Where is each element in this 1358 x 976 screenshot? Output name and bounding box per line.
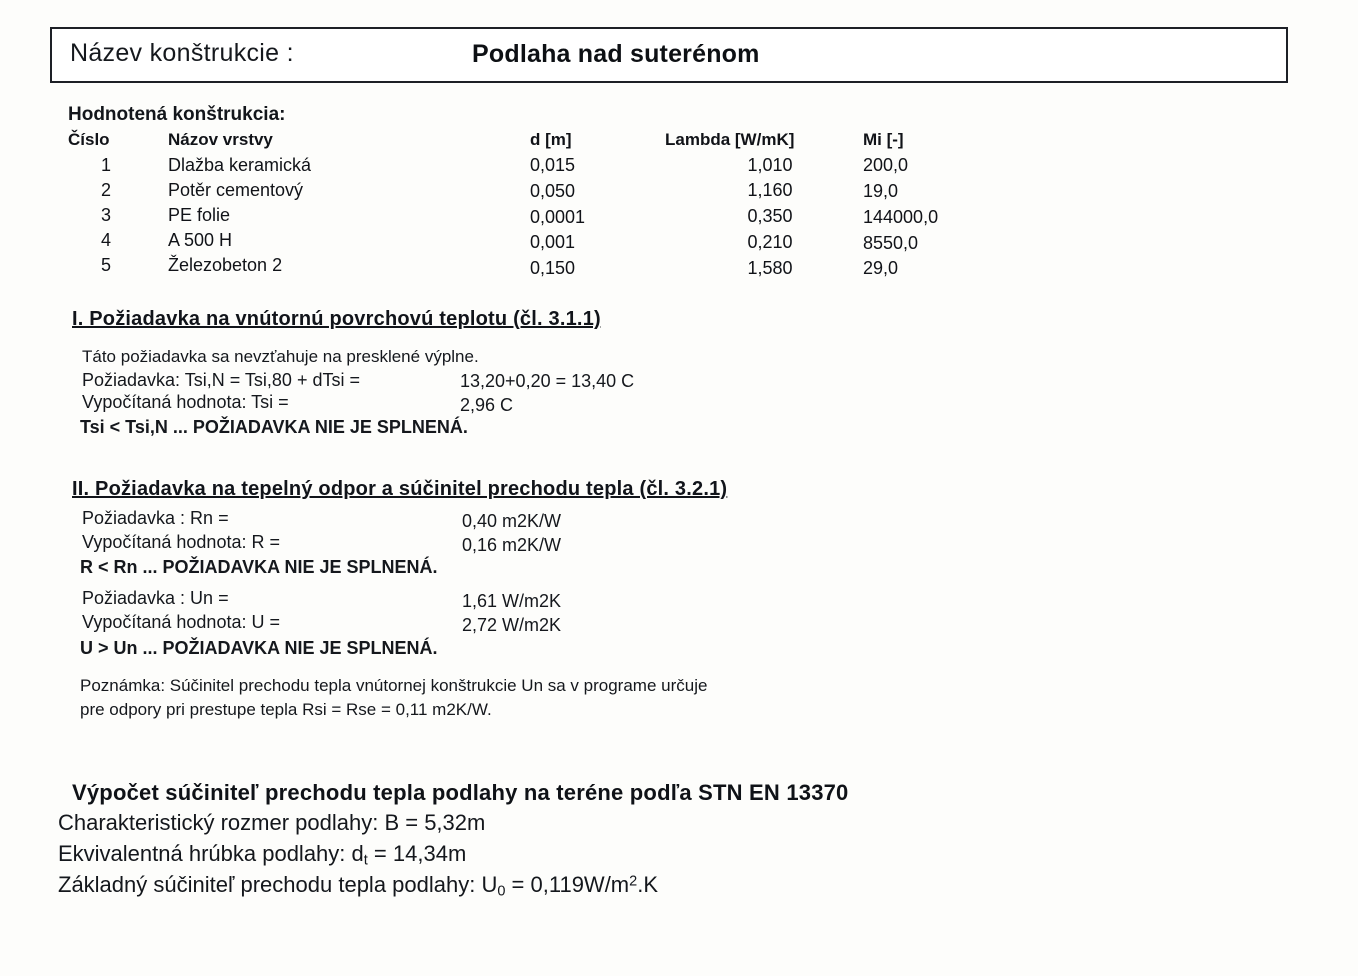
- column-header-mi: Mi [-]: [863, 130, 904, 149]
- column-header-number: Číslo: [68, 130, 110, 149]
- cell-mi: 144000,0: [863, 207, 939, 227]
- construction-title-box: [50, 27, 1288, 83]
- section-2-un-value: 1,61 W/m2K: [462, 591, 562, 611]
- section-2-r-label: Vypočítaná hodnota: R =: [82, 532, 280, 552]
- section-2-rn-value: 0,40 m2K/W: [462, 511, 562, 531]
- cell-name: Potěr cementový: [168, 180, 304, 200]
- section-2-remark-line-2: pre odpory pri prestupe tepla Rsi = Rse = 0,11 m2K/W.: [80, 700, 492, 719]
- section-3-line-3-subscript: 0: [497, 883, 506, 900]
- section-1-heading: I. Požiadavka na vnútornú povrchovú teplotu (čl. 3.1.1): [72, 308, 601, 330]
- table-row: [68, 155, 1068, 180]
- section-2-u-verdict: U > Un ... POŽIADAVKA NIE JE SPLNENÁ.: [80, 638, 438, 658]
- section-3-line-2-suffix: = 14,34m: [367, 841, 467, 866]
- cell-lambda: 0,210: [747, 232, 793, 252]
- cell-d: 0,001: [530, 232, 576, 252]
- column-header-name: Názov vrstvy: [168, 130, 273, 149]
- cell-lambda: 1,010: [747, 155, 793, 175]
- layers-table: [68, 130, 1068, 280]
- cell-d: 0,050: [530, 181, 576, 201]
- cell-number: 5: [100, 255, 111, 275]
- section-1-calculated-value: 2,96 C: [460, 395, 514, 415]
- cell-name: A 500 H: [168, 230, 233, 250]
- cell-name: PE folie: [168, 205, 231, 225]
- table-row: [68, 180, 1068, 205]
- cell-mi: 29,0: [863, 258, 899, 278]
- cell-number: 4: [100, 230, 111, 250]
- section-1-calculated-label: Vypočítaná hodnota: Tsi =: [82, 392, 289, 412]
- section-3-line-2-subscript: t: [363, 852, 368, 869]
- cell-name: Dlažba keramická: [168, 155, 312, 175]
- section-1-requirement-value: 13,20+0,20 = 13,40 C: [460, 371, 635, 391]
- cell-name: Železobeton 2: [168, 255, 283, 275]
- section-3-line-3-suffix: .K: [637, 872, 659, 897]
- assessed-construction-caption: Hodnotená konštrukcia:: [68, 104, 286, 125]
- section-3-line-2: [58, 841, 466, 869]
- section-3-line-3: [58, 872, 658, 900]
- section-3-heading: Výpočet súčiniteľ prechodu tepla podlahy na teréne podľa STN EN 13370: [72, 780, 849, 805]
- cell-number: 1: [100, 155, 111, 175]
- section-2-heading: II. Požiadavka na tepelný odpor a súčinitel prechodu tepla (čl. 3.2.1): [72, 478, 728, 500]
- construction-title-value: Podlaha nad suterénom: [472, 40, 760, 68]
- table-row: [68, 230, 1068, 255]
- cell-lambda: 0,350: [747, 206, 793, 226]
- section-2-u-label: Vypočítaná hodnota: U =: [82, 612, 280, 632]
- column-header-d: d [m]: [530, 130, 572, 149]
- table-row: [68, 255, 1068, 280]
- section-2-un-label: Požiadavka : Un =: [82, 588, 229, 608]
- cell-mi: 19,0: [863, 181, 899, 201]
- table-row: [68, 205, 1068, 230]
- section-1-requirement-label: Požiadavka: Tsi,N = Tsi,80 + dTsi =: [82, 370, 360, 390]
- section-3-line-1: Charakteristický rozmer podlahy: B = 5,32m: [58, 810, 486, 835]
- cell-d: 0,015: [530, 155, 576, 175]
- section-3-line-3-prefix: Základný súčiniteľ prechodu tepla podlahy: U: [58, 872, 498, 897]
- section-1-verdict: Tsi < Tsi,N ... POŽIADAVKA NIE JE SPLNENÁ.: [80, 417, 468, 437]
- cell-number: 3: [100, 205, 111, 225]
- table-header-row: [68, 130, 1068, 155]
- section-3-line-2-prefix: Ekvivalentná hrúbka podlahy: d: [58, 841, 364, 866]
- construction-title-label: Název konštrukcie :: [70, 39, 294, 67]
- cell-d: 0,150: [530, 258, 576, 278]
- section-2-r-verdict: R < Rn ... POŽIADAVKA NIE JE SPLNENÁ.: [80, 557, 438, 577]
- cell-lambda: 1,580: [747, 258, 793, 278]
- column-header-lambda: Lambda [W/mK]: [665, 130, 795, 149]
- cell-d: 0,0001: [530, 207, 586, 227]
- cell-mi: 200,0: [863, 155, 909, 175]
- cell-number: 2: [100, 180, 111, 200]
- cell-mi: 8550,0: [863, 233, 919, 253]
- section-2-remark-line-1: Poznámka: Súčinitel prechodu tepla vnútornej konštrukcie Un sa v programe určuje: [80, 676, 708, 695]
- cell-lambda: 1,160: [747, 180, 793, 200]
- section-2-r-value: 0,16 m2K/W: [462, 535, 562, 555]
- section-2-u-value: 2,72 W/m2K: [462, 615, 562, 635]
- section-1-note: Táto požiadavka sa nevzťahuje na presklené výplne.: [82, 347, 479, 366]
- section-2-rn-label: Požiadavka : Rn =: [82, 508, 229, 528]
- section-3-line-3-mid: = 0,119W/m: [505, 872, 630, 897]
- section-3-line-3-superscript: 2: [629, 873, 638, 890]
